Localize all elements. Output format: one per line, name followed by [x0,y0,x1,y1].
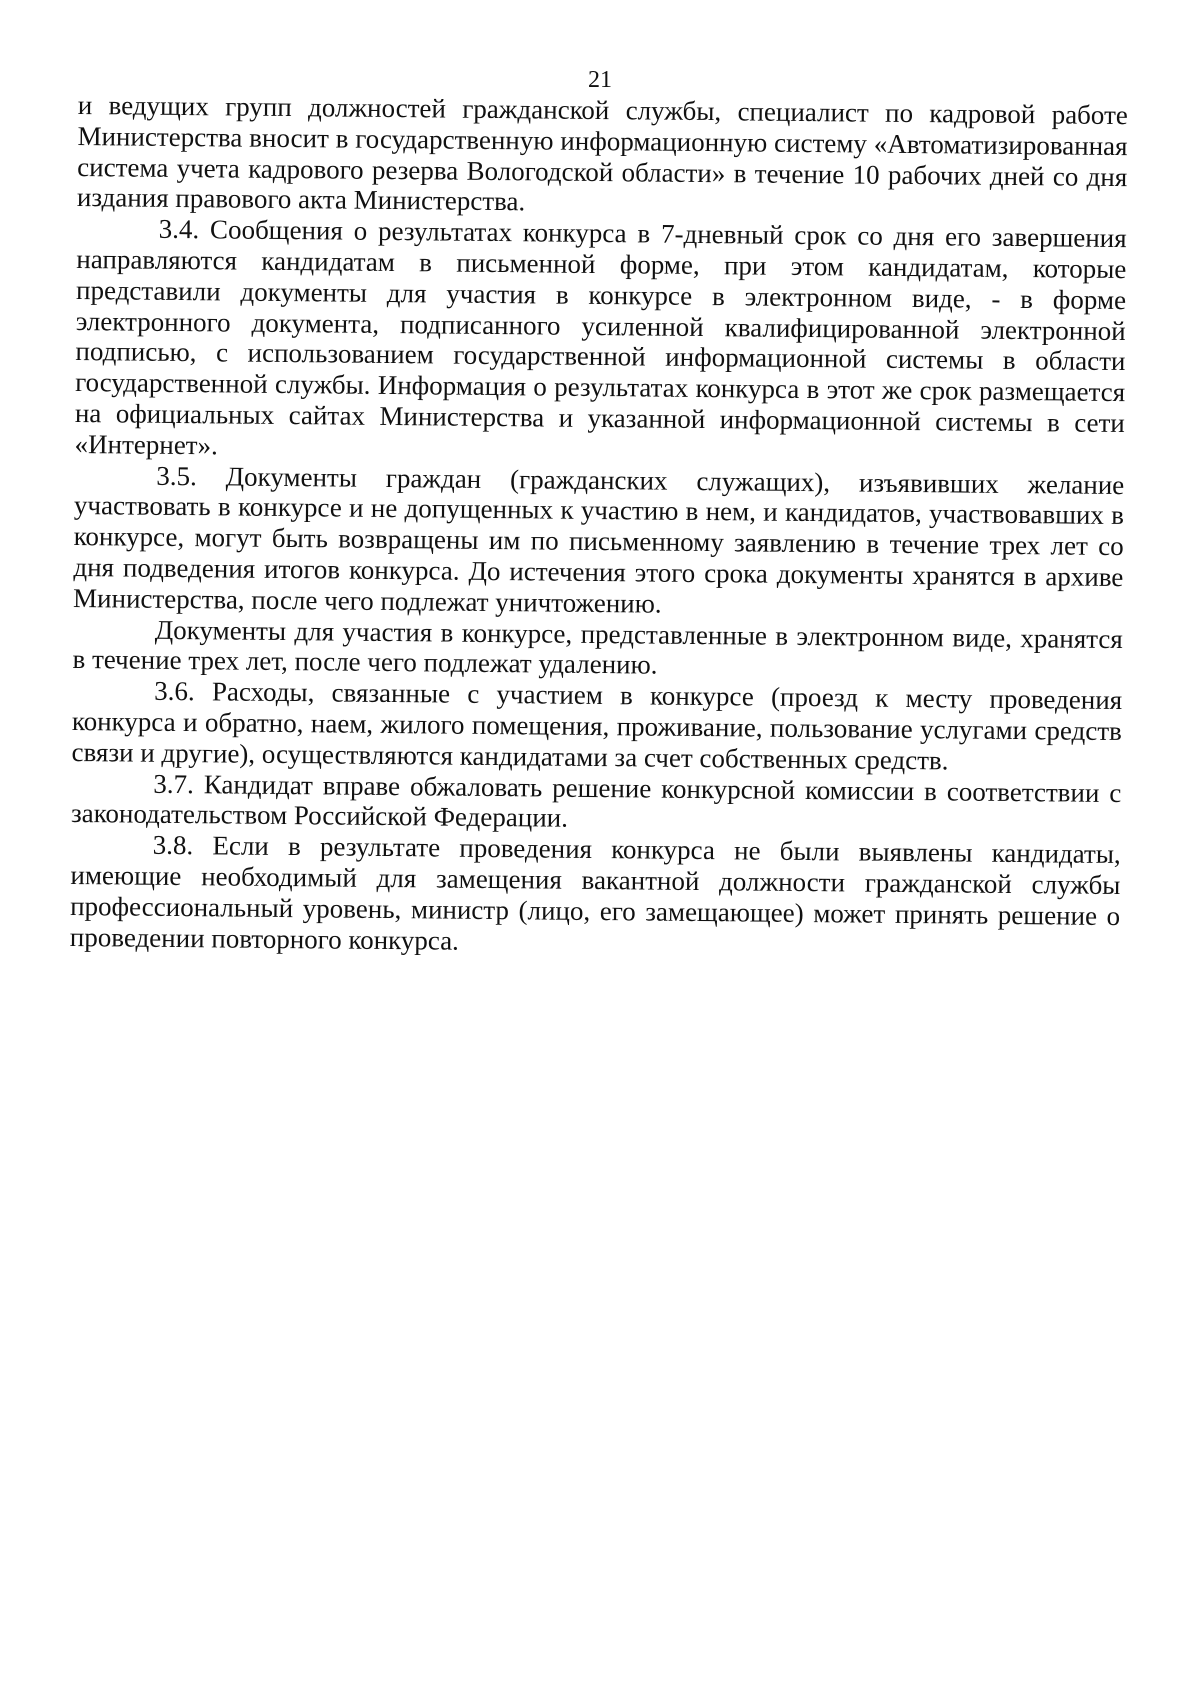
paragraph-3-6: 3.6. Расходы, связанные с участием в конкурсе (проезд к месту проведения конкурса и обратно, наем, жилого помещения, проживание, пользование услугами средств связи и другие), осуществляются кандидатами за счет собственных средств. [71,675,1123,776]
paragraph-continuation: и ведущих групп должностей гражданской службы, специалист по кадровой работе Министерства вносит в государственную информационную систему «Автоматизированная система учета кадрового резерва Вологодской области» в течение 10 рабочих дней со дня издания правового акта Министерства. [76,90,1128,217]
paragraph-3-5: 3.5. Документы граждан (гражданских служащих), изъявивших желание участвовать в конкурсе и не допущенных к участию в нем, и кандидатов, участвовавших в конкурсе, могут быть возвращены им по письменному заявлению в течение трех лет со дня подведения итогов конкурса. До истечения этого срока документы хранятся в архиве Министерства, после чего подлежат уничтожению. [72,460,1125,619]
document-body [70,90,1128,962]
paragraph-3-8: 3.8. Если в результате проведения конкурса не были выявлены кандидаты, имеющие необходимый для замещения вакантной должности гражданской службы профессиональный уровень, министр (лицо, его замещающее) может принять решение о проведении повторного конкурса. [69,829,1121,956]
page-number: 21 [588,67,612,93]
paragraph-3-7: 3.7. Кандидат вправе обжаловать решение конкурсной комиссии в соответствии с законодательством Российской Федерации. [70,768,1122,834]
paragraph-3-5-electronic-docs: Документы для участия в конкурсе, представленные в электронном виде, хранятся в течение трех лет, после чего подлежат удалению. [72,614,1123,680]
paragraph-3-4: 3.4. Сообщения о результатах конкурса в 7-дневный срок со дня его завершения направляются кандидатам в письменной форме, при этом кандидатам, которые представили документы для участия в конкурсе в электронном виде, - в форме электронного документа, подписанного усиленной квалифицированной электронной подписью, с использованием государственной информационной системы в области государственной службы. Информация о результатах конкурса в этот же срок размещается на официальных сайтах Министерства и указанной информационной системы в сети «Интернет». [74,213,1127,461]
